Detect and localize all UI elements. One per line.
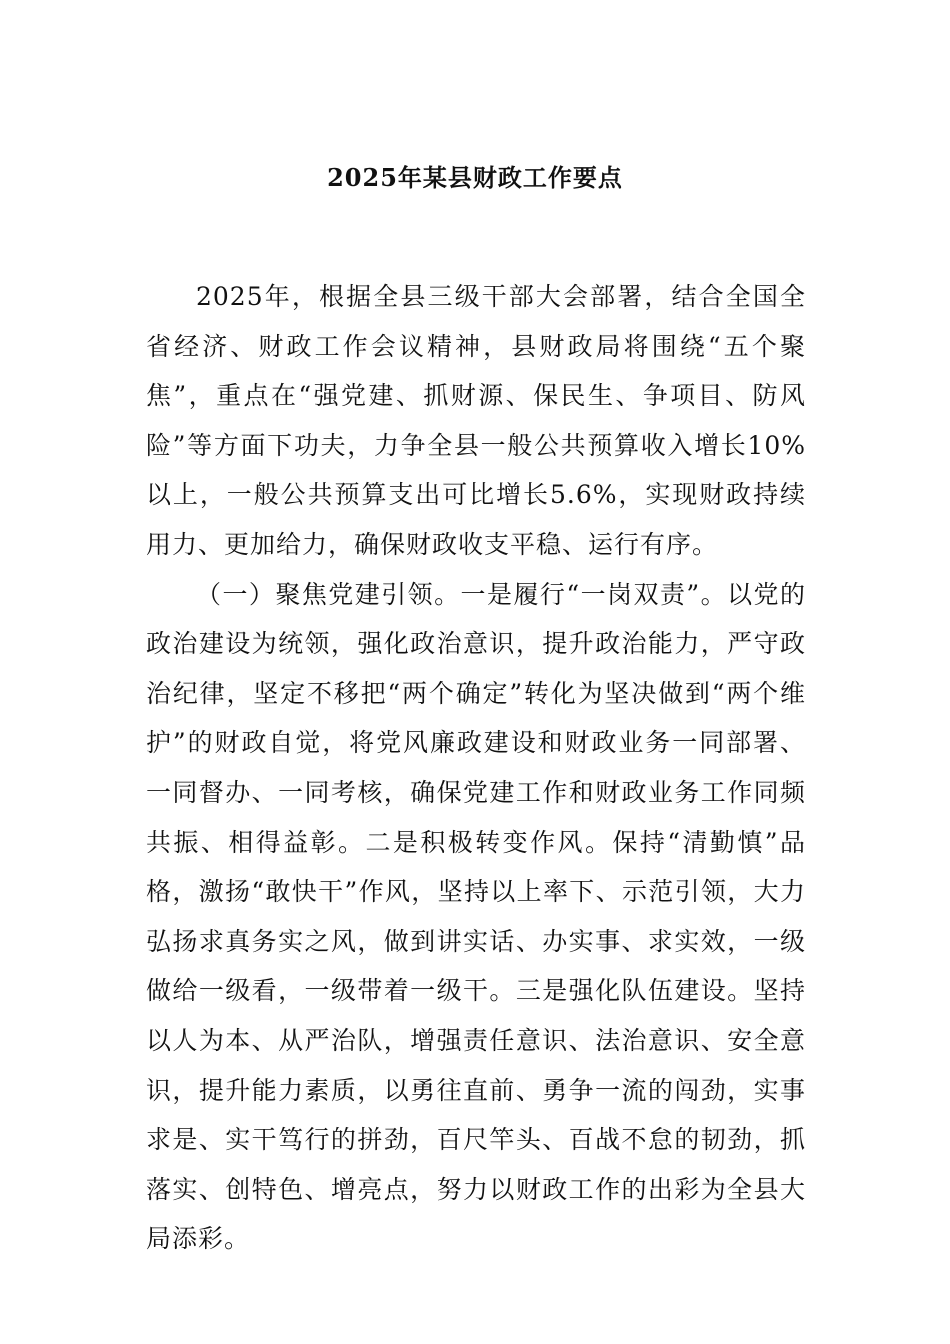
document-body	[146, 272, 806, 1264]
paragraph-party-building: （一）聚焦党建引领。一是履行“一岗双责”。以党的政治建设为统领，强化政治意识，提升政治能力，严守政治纪律，坚定不移把“两个确定”转化为坚决做到“两个维护”的财政自觉，将党风廉政建设和财政业务一同部署、一同督办、一同考核，确保党建工作和财政业务工作同频共振、相得益彰。二是积极转变作风。保持“清勤慎”品格，激扬“敢快干”作风，坚持以上率下、示范引领，大力弘扬求真务实之风，做到讲实话、办实事、求实效，一级做给一级看，一级带着一级干。三是强化队伍建设。坚持以人为本、从严治队，增强责任意识、法治意识、安全意识，提升能力素质，以勇往直前、勇争一流的闯劲，实事求是、实干笃行的拼劲，百尺竿头、百战不怠的韧劲，抓落实、创特色、增亮点，努力以财政工作的出彩为全县大局添彩。	[146, 579, 806, 1254]
paragraph-intro: 2025年，根据全县三级干部大会部署，结合全国全省经济、财政工作会议精神，县财政局将围绕“五个聚焦”，重点在“强党建、抓财源、保民生、争项目、防风险”等方面下功夫，力争全县一般公共预算收入增长10%以上，一般公共预算支出可比增长5.6%，实现财政持续用力、更加给力，确保财政收支平稳、运行有序。	[146, 282, 806, 559]
document-title: 2025年某县财政工作要点	[327, 163, 623, 192]
